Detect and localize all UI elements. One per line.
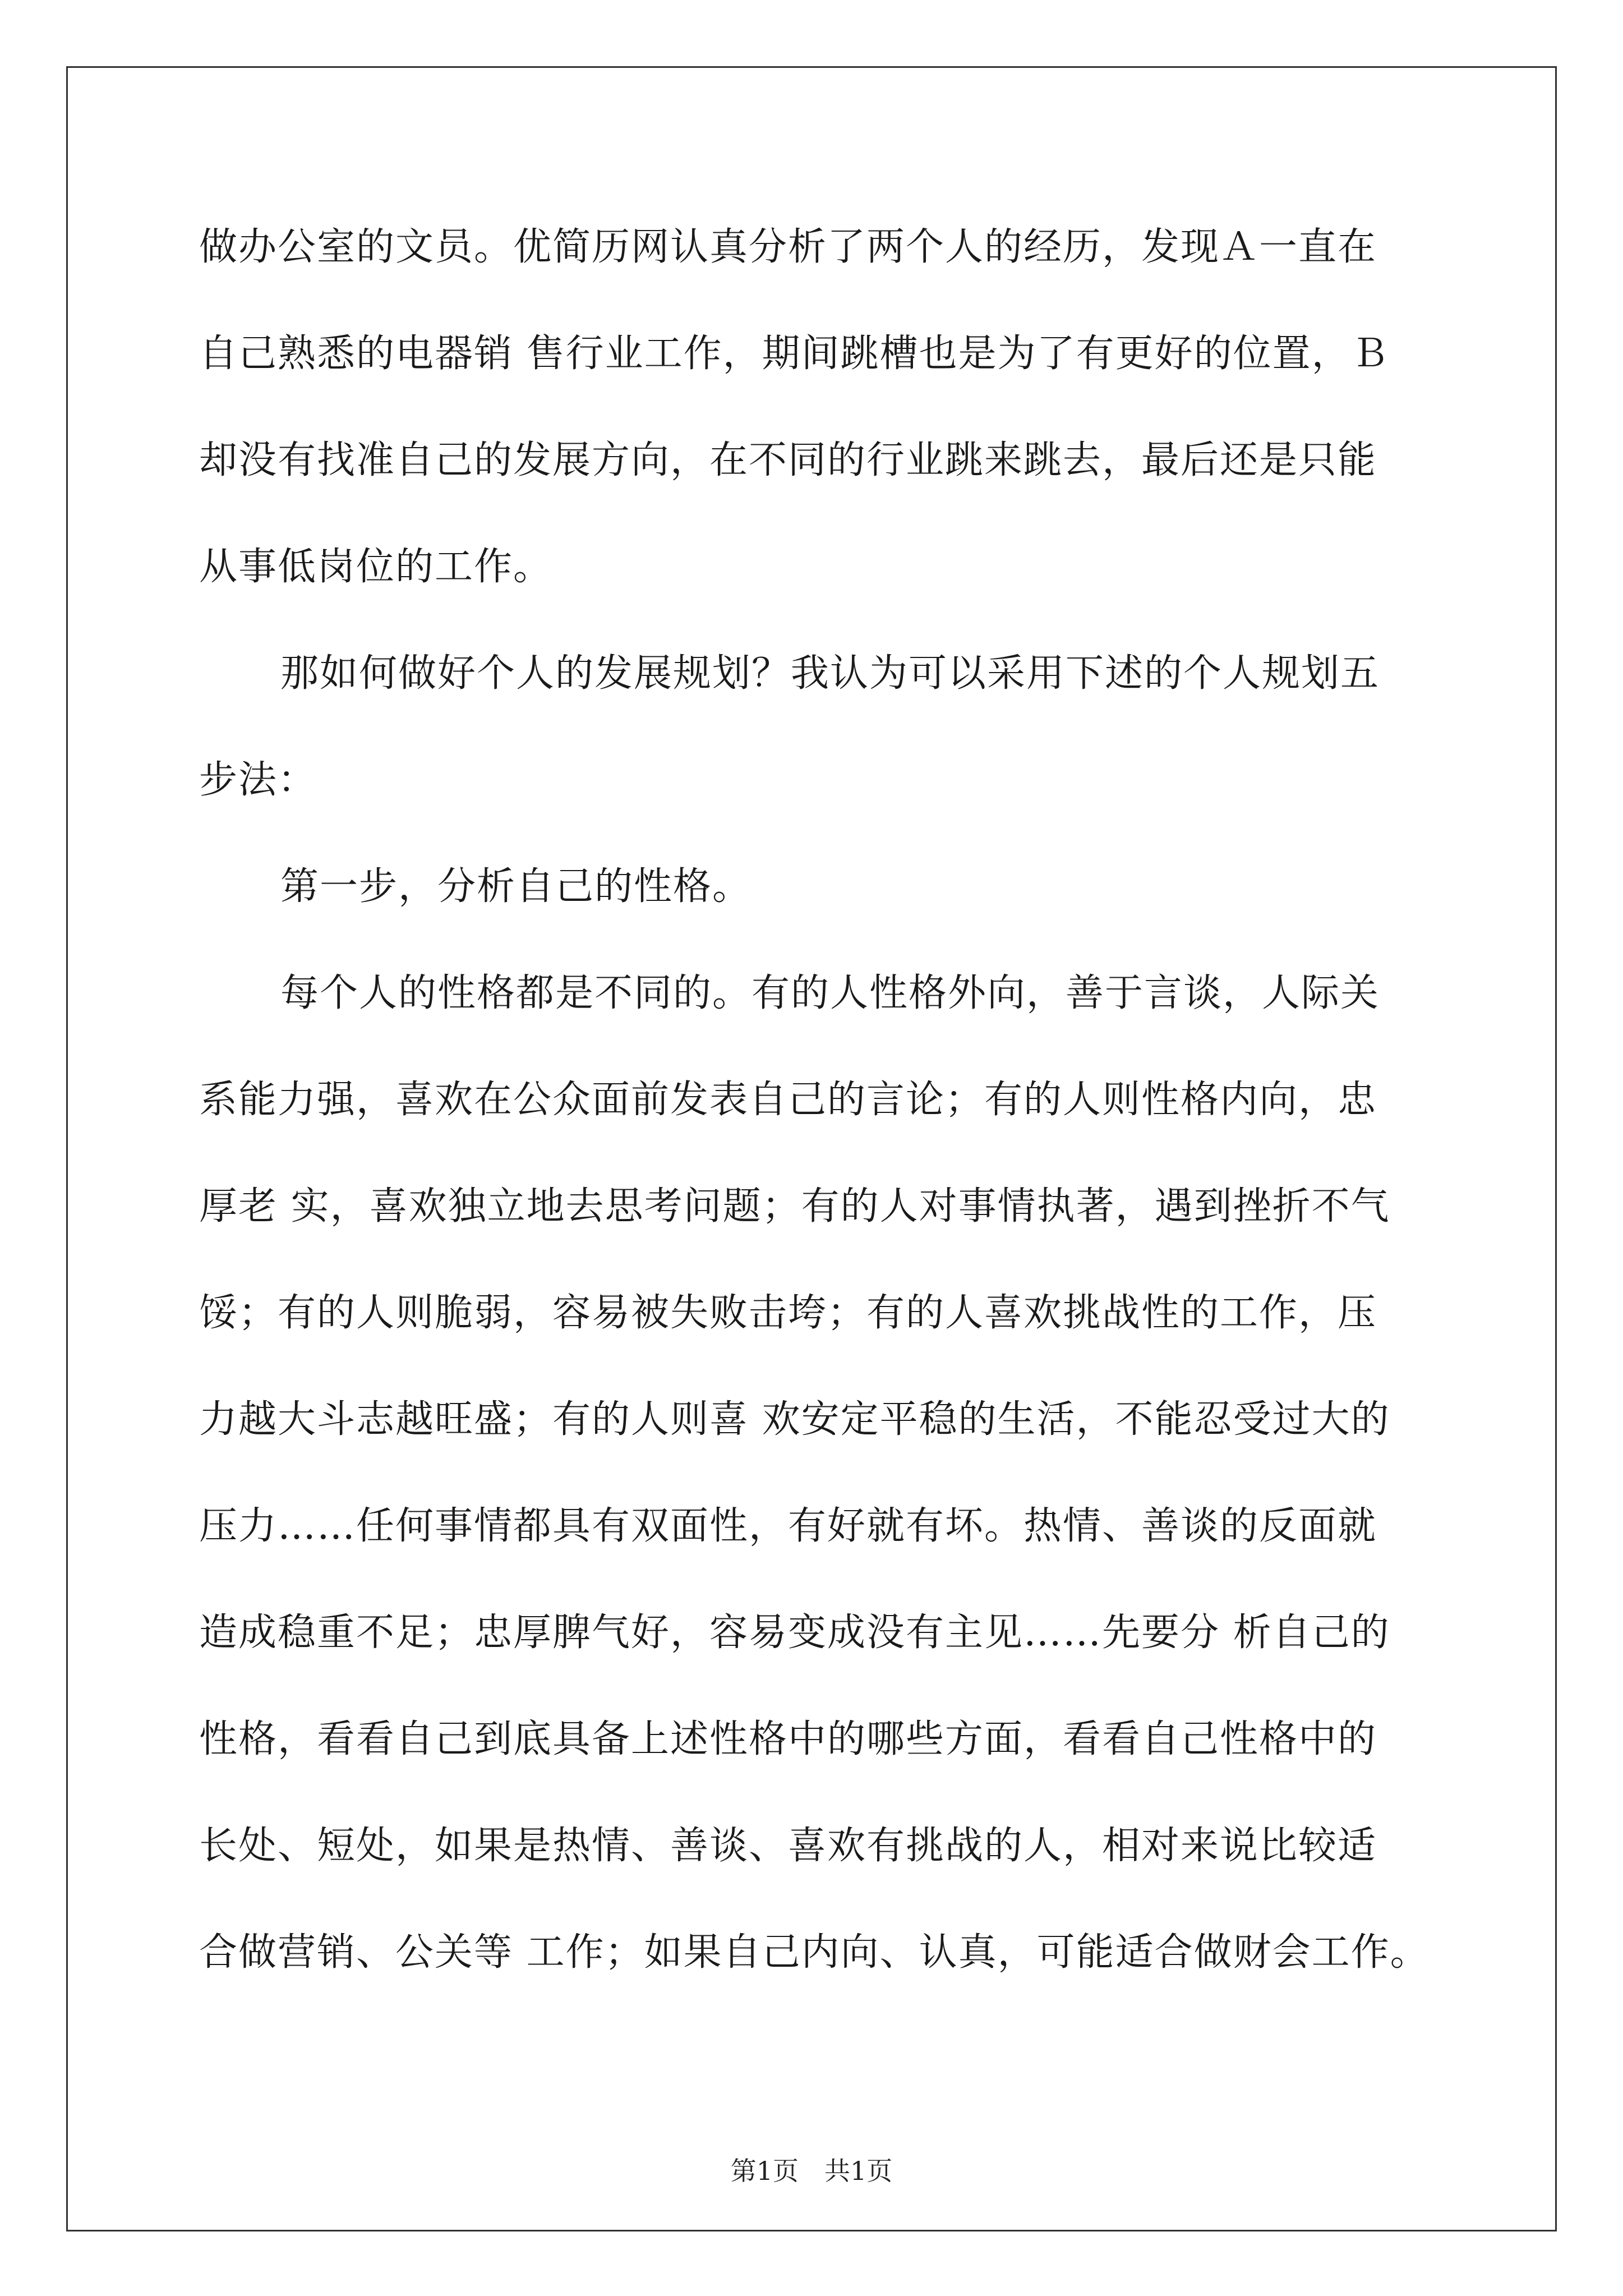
section-heading: 第一步，分析自己的性格。 bbox=[280, 864, 752, 909]
text-line: 从事低岗位的工作。 bbox=[199, 545, 553, 589]
text-line: 步法： bbox=[199, 758, 317, 802]
text-line: 馁；有的人则脆弱，容易被失败击垮；有的人喜欢挑战性的工作，压 bbox=[199, 1291, 1377, 1335]
text-line: 合做营销、公关等 工作；如果自己内向、认真，可能适合做财会工作。 bbox=[199, 1930, 1430, 1975]
text-line: 力越大斗志越旺盛；有的人则喜 欢安定平稳的生活，不能忍受过大的 bbox=[199, 1397, 1390, 1442]
text-line: 厚老 实，喜欢独立地去思考问题；有的人对事情执著，遇到挫折不气 bbox=[199, 1184, 1390, 1228]
text-line: 压力……任何事情都具有双面性，有好就有坏。热情、善谈的反面就 bbox=[199, 1504, 1377, 1548]
paragraph-first-line: 那如何做好个人的发展规划？我认为可以采用下述的个人规划五 bbox=[280, 651, 1380, 696]
page-footer: 第1页 共1页 bbox=[730, 2156, 893, 2186]
text-line: 却没有找准自己的发展方向，在不同的行业跳来跳去，最后还是只能 bbox=[199, 438, 1377, 482]
text-line: 自己熟悉的电器销 售行业工作，期间跳槽也是为了有更好的位置，Ｂ bbox=[199, 332, 1390, 376]
text-line: 做办公室的文员。优简历网认真分析了两个人的经历，发现Ａ一直在 bbox=[199, 225, 1377, 269]
text-line: 造成稳重不足；忠厚脾气好，容易变成没有主见……先要分 析自己的 bbox=[199, 1611, 1390, 1655]
page-border bbox=[66, 66, 1557, 2231]
text-line: 性格，看看自己到底具备上述性格中的哪些方面，看看自己性格中的 bbox=[199, 1717, 1377, 1761]
text-line: 系能力强，喜欢在公众面前发表自己的言论；有的人则性格内向，忠 bbox=[199, 1078, 1377, 1122]
text-line: 长处、短处，如果是热情、善谈、喜欢有挑战的人，相对来说比较适 bbox=[199, 1824, 1377, 1868]
paragraph-first-line: 每个人的性格都是不同的。有的人性格外向，善于言谈，人际关 bbox=[280, 971, 1380, 1015]
